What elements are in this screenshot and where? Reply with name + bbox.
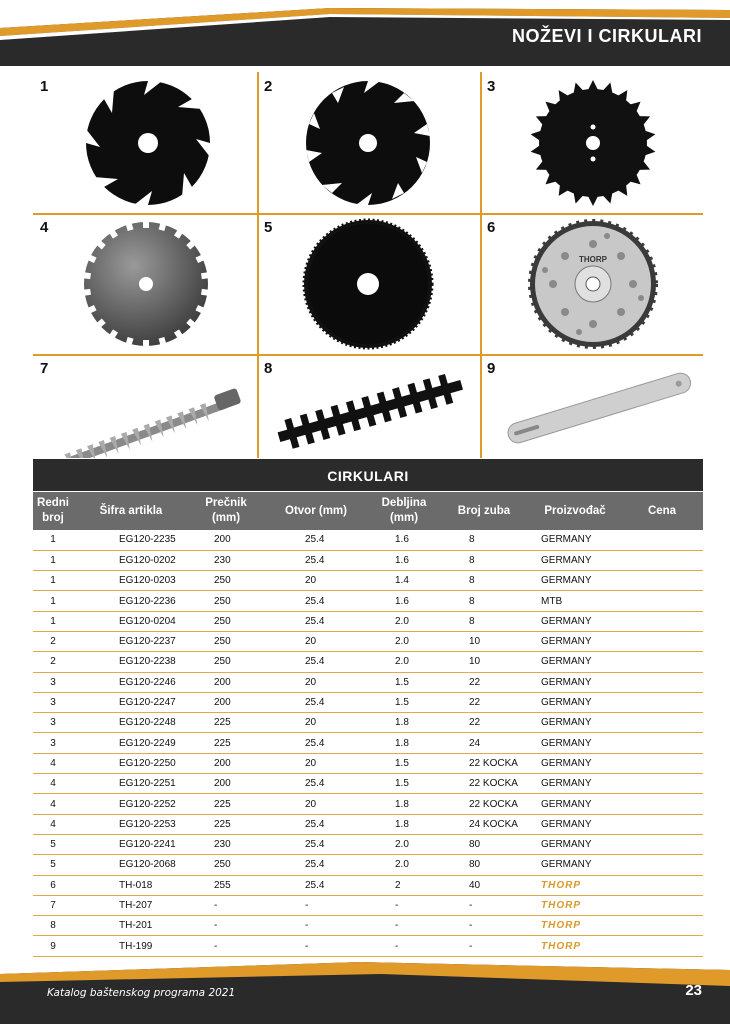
table-cell: 3: [33, 692, 73, 712]
product-cell-5: [257, 213, 480, 354]
blade-brand-label: THORP: [579, 255, 607, 264]
table-cell: EG120-0204: [73, 611, 191, 631]
table-cell: 22: [439, 713, 531, 733]
table-cell: [621, 550, 703, 570]
table-cell: GERMANY: [531, 611, 621, 631]
chainsaw-bar-icon: [494, 362, 704, 452]
table-cell: GERMANY: [531, 834, 621, 854]
table-row: [33, 895, 703, 915]
table-cell: 20: [263, 753, 371, 773]
table-row: [33, 875, 703, 895]
table-row: [33, 611, 703, 631]
table-cell: TH-207: [73, 895, 191, 915]
table-cell: 250: [191, 591, 263, 611]
table-cell: [621, 571, 703, 591]
table-cell: -: [191, 916, 263, 936]
table-cell: 225: [191, 794, 263, 814]
table-cell: -: [371, 936, 439, 956]
col-header: Redni broj: [33, 492, 73, 530]
table-cell: [621, 875, 703, 895]
table-cell: 80: [439, 834, 531, 854]
table-cell: 3: [33, 733, 73, 753]
table-cell: 5: [33, 834, 73, 854]
blade-chisel-tooth-icon: [79, 217, 213, 351]
table-cell: GERMANY: [531, 692, 621, 712]
table-row: [33, 591, 703, 611]
table-cell: 225: [191, 814, 263, 834]
table-cell: GERMANY: [531, 713, 621, 733]
table-cell: 25.4: [263, 814, 371, 834]
table-cell: [621, 672, 703, 692]
table-row: [33, 631, 703, 651]
table-cell: -: [263, 916, 371, 936]
table-cell: [621, 591, 703, 611]
table-cell: 1.8: [371, 713, 439, 733]
table-cell: GERMANY: [531, 672, 621, 692]
table-cell: 200: [191, 692, 263, 712]
products-table: [33, 492, 703, 957]
table-cell: [621, 936, 703, 956]
table-cell: 20: [263, 713, 371, 733]
table-row: [33, 916, 703, 936]
table-cell: 250: [191, 631, 263, 651]
table-row: [33, 550, 703, 570]
table-cell: 1.6: [371, 530, 439, 550]
table-cell: GERMANY: [531, 814, 621, 834]
table-cell: 1.6: [371, 591, 439, 611]
table-cell: 20: [263, 631, 371, 651]
col-header: Otvor (mm): [263, 492, 371, 530]
table-cell: -: [439, 936, 531, 956]
table-cell: 4: [33, 774, 73, 794]
blade-8-tooth-icon: [81, 76, 215, 210]
table-row: [33, 530, 703, 550]
table-cell: 10: [439, 631, 531, 651]
table-cell: 200: [191, 672, 263, 692]
table-cell: 1: [33, 611, 73, 631]
table-cell: 10: [439, 652, 531, 672]
table-cell: 1.5: [371, 672, 439, 692]
table-cell: [621, 530, 703, 550]
table-cell: 22 KOCKA: [439, 794, 531, 814]
hedge-blade-icon: [47, 358, 247, 458]
table-cell: -: [439, 916, 531, 936]
table-cell: MTB: [531, 591, 621, 611]
table-cell: 1.8: [371, 733, 439, 753]
table-cell: GERMANY: [531, 530, 621, 550]
table-cell: 80: [439, 855, 531, 875]
table-cell: 2: [33, 631, 73, 651]
table-cell: 2.0: [371, 652, 439, 672]
table-cell: [621, 774, 703, 794]
table-cell: 8: [439, 530, 531, 550]
table-cell: EG120-2238: [73, 652, 191, 672]
table-row: [33, 855, 703, 875]
table-cell: TH-199: [73, 936, 191, 956]
table-cell: EG120-2250: [73, 753, 191, 773]
table-cell: 25.4: [263, 550, 371, 570]
table-cell: EG120-2249: [73, 733, 191, 753]
table-cell: -: [191, 936, 263, 956]
page-number: 23: [685, 982, 702, 999]
table-cell: [621, 713, 703, 733]
blade-10-tooth-icon: [301, 76, 435, 210]
table-cell: EG120-2248: [73, 713, 191, 733]
product-cell-3: [480, 72, 703, 213]
table-cell: 225: [191, 713, 263, 733]
table-cell: 8: [439, 550, 531, 570]
table-cell: 4: [33, 753, 73, 773]
table-row: [33, 571, 703, 591]
table-cell: 25.4: [263, 692, 371, 712]
table-cell: EG120-0202: [73, 550, 191, 570]
table-cell: 8: [439, 591, 531, 611]
table-cell: 3: [33, 672, 73, 692]
footer-caption: Katalog baštenskog programa 2021: [47, 987, 236, 999]
table-cell: TH-018: [73, 875, 191, 895]
product-cell-6: [480, 213, 703, 354]
table-cell: 5: [33, 855, 73, 875]
table-cell: 2.0: [371, 611, 439, 631]
table-cell: EG120-2068: [73, 855, 191, 875]
cell-number: 5: [264, 219, 273, 236]
table-cell: GERMANY: [531, 855, 621, 875]
table-cell: 4: [33, 794, 73, 814]
table-cell: 24: [439, 733, 531, 753]
table-row: [33, 814, 703, 834]
table-cell: 1: [33, 530, 73, 550]
table-cell: 1.8: [371, 794, 439, 814]
table-cell: 2: [371, 875, 439, 895]
table-cell: 22 KOCKA: [439, 774, 531, 794]
table-title: CIRKULARI: [33, 459, 703, 491]
col-header: Šifra artikla: [73, 492, 191, 530]
table-cell: -: [371, 916, 439, 936]
table-cell: 1.5: [371, 753, 439, 773]
table-cell: [621, 895, 703, 915]
table-row: [33, 692, 703, 712]
table-cell: [621, 855, 703, 875]
product-cell-1: [33, 72, 256, 213]
table-cell: 2.0: [371, 631, 439, 651]
table-cell: 225: [191, 733, 263, 753]
table-cell: 4: [33, 814, 73, 834]
table-cell: GERMANY: [531, 652, 621, 672]
table-cell: 7: [33, 895, 73, 915]
table-cell: GERMANY: [531, 794, 621, 814]
col-header: Broj zuba: [439, 492, 531, 530]
table-cell: 1: [33, 550, 73, 570]
table-cell: 2.0: [371, 834, 439, 854]
product-cell-2: [257, 72, 480, 213]
table-cell: [621, 814, 703, 834]
table-cell: 20: [263, 672, 371, 692]
table-cell: 20: [263, 794, 371, 814]
cell-number: 8: [264, 360, 273, 377]
cell-number: 7: [40, 360, 49, 377]
table-cell: EG120-2241: [73, 834, 191, 854]
table-cell: TH-201: [73, 916, 191, 936]
table-cell: 25.4: [263, 733, 371, 753]
hedge-trimmer-bar-icon: [265, 360, 475, 460]
table-cell: EG120-2252: [73, 794, 191, 814]
table-cell: 40: [439, 875, 531, 895]
table-cell: 22: [439, 692, 531, 712]
table-cell: EG120-2235: [73, 530, 191, 550]
table-cell: GERMANY: [531, 753, 621, 773]
table-cell: 250: [191, 611, 263, 631]
table-cell: 1.5: [371, 774, 439, 794]
table-cell: 1: [33, 571, 73, 591]
table-cell: 1.6: [371, 550, 439, 570]
table-cell: 25.4: [263, 875, 371, 895]
table-cell: 24 KOCKA: [439, 814, 531, 834]
table-cell: [621, 753, 703, 773]
table-cell: GERMANY: [531, 631, 621, 651]
table-cell: 2.0: [371, 855, 439, 875]
table-cell: -: [439, 895, 531, 915]
table-cell: THORP: [531, 936, 621, 956]
table-cell: 25.4: [263, 591, 371, 611]
table-row: [33, 834, 703, 854]
table-cell: 25.4: [263, 774, 371, 794]
table-cell: EG120-0203: [73, 571, 191, 591]
table-cell: 9: [33, 936, 73, 956]
table-cell: [621, 733, 703, 753]
table-cell: GERMANY: [531, 550, 621, 570]
table-cell: 200: [191, 530, 263, 550]
table-cell: 250: [191, 571, 263, 591]
table-row: [33, 733, 703, 753]
table-cell: THORP: [531, 916, 621, 936]
table-cell: 25.4: [263, 530, 371, 550]
blade-80-tooth-icon: [301, 217, 435, 351]
blade-22-tooth-icon: [526, 76, 660, 210]
table-cell: 1.5: [371, 692, 439, 712]
table-cell: [621, 611, 703, 631]
cell-number: 6: [487, 219, 496, 236]
table-cell: EG120-2237: [73, 631, 191, 651]
table-cell: 25.4: [263, 611, 371, 631]
table-cell: [621, 834, 703, 854]
cell-number: 4: [40, 219, 49, 236]
table-cell: -: [191, 895, 263, 915]
table-cell: 3: [33, 713, 73, 733]
table-cell: 2: [33, 652, 73, 672]
table-cell: 250: [191, 652, 263, 672]
table-cell: EG120-2253: [73, 814, 191, 834]
table-cell: GERMANY: [531, 733, 621, 753]
table-cell: 200: [191, 753, 263, 773]
cell-number: 9: [487, 360, 496, 377]
col-header: Proizvođač: [531, 492, 621, 530]
table-row: [33, 672, 703, 692]
table-cell: 20: [263, 571, 371, 591]
table-cell: 200: [191, 774, 263, 794]
table-cell: [621, 692, 703, 712]
col-header: Debljina (mm): [371, 492, 439, 530]
cell-number: 3: [487, 78, 496, 95]
table-cell: 22: [439, 672, 531, 692]
table-cell: THORP: [531, 875, 621, 895]
blade-tct-icon: [526, 217, 660, 351]
table-cell: 1.8: [371, 814, 439, 834]
col-header: Prečnik (mm): [191, 492, 263, 530]
table-cell: -: [263, 895, 371, 915]
table-row: [33, 753, 703, 773]
table-row: [33, 774, 703, 794]
table-row: [33, 652, 703, 672]
table-cell: EG120-2246: [73, 672, 191, 692]
table-cell: GERMANY: [531, 774, 621, 794]
table-cell: [621, 631, 703, 651]
table-cell: 255: [191, 875, 263, 895]
table-cell: 230: [191, 834, 263, 854]
table-cell: 1.4: [371, 571, 439, 591]
table-row: [33, 794, 703, 814]
page-title: NOŽEVI I CIRKULARI: [511, 26, 702, 46]
table-cell: EG120-2247: [73, 692, 191, 712]
table-cell: 8: [439, 611, 531, 631]
table-cell: GERMANY: [531, 571, 621, 591]
table-cell: -: [371, 895, 439, 915]
table-cell: 8: [33, 916, 73, 936]
table-cell: 22 KOCKA: [439, 753, 531, 773]
table-cell: [621, 652, 703, 672]
table-cell: 8: [439, 571, 531, 591]
table-header-row: [33, 492, 703, 530]
table-cell: EG120-2236: [73, 591, 191, 611]
table-cell: 230: [191, 550, 263, 570]
table-cell: 250: [191, 855, 263, 875]
cell-number: 2: [264, 78, 273, 95]
table-cell: [621, 916, 703, 936]
table-cell: -: [263, 936, 371, 956]
table-cell: EG120-2251: [73, 774, 191, 794]
table-cell: 25.4: [263, 834, 371, 854]
cell-number: 1: [40, 78, 49, 95]
table-row: [33, 713, 703, 733]
table-cell: 25.4: [263, 652, 371, 672]
table-cell: [621, 794, 703, 814]
table-row: [33, 936, 703, 956]
product-cell-4: [33, 213, 256, 354]
table-cell: 6: [33, 875, 73, 895]
table-cell: 1: [33, 591, 73, 611]
col-header: Cena: [621, 492, 703, 530]
product-image-grid: [33, 72, 703, 458]
table-cell: 25.4: [263, 855, 371, 875]
table-cell: THORP: [531, 895, 621, 915]
